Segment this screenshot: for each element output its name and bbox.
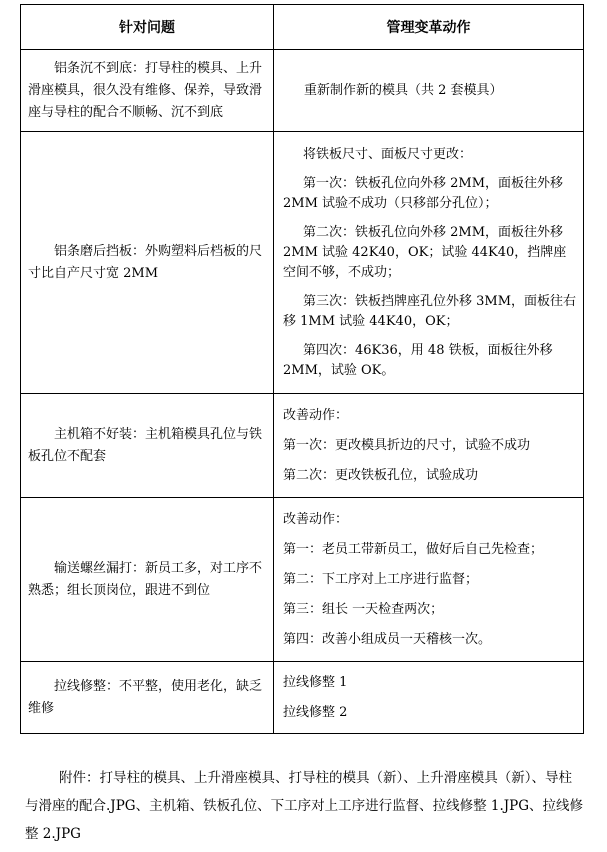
action-cell (274, 498, 584, 662)
problem-cell (21, 662, 274, 734)
table-row (21, 394, 584, 498)
action-line: 第二次：铁板孔位向外移 2MM，面板往外移 2MM 试验 42K40，OK；试验 44K40，挡牌座空间不够，不成功； (283, 224, 567, 280)
action-line: 拉线修整 1 (283, 674, 348, 690)
action-line: 第二：下工序对上工序进行监督； (283, 571, 479, 587)
problem-text: 主机箱不好装：主机箱模具孔位与铁板孔位不配套 (28, 426, 263, 464)
action-line: 第三次：铁板挡牌座孔位外移 3MM，面板往右移 1MM 试验 44K40，OK； (283, 293, 577, 329)
action-line: 将铁板尺寸、面板尺寸更改： (303, 146, 473, 162)
action-line: 第四：改善小组成员一天稽核一次。 (283, 631, 492, 647)
action-line: 第一次：更改模具折边的尺寸，试验不成功 (283, 437, 531, 453)
action-line: 第一：老员工带新员工，做好后自己先检查； (283, 541, 544, 557)
action-cell (274, 132, 584, 394)
header-action: 管理变革动作 (274, 5, 584, 50)
problem-cell (21, 50, 274, 132)
attachment-note (25, 764, 585, 848)
action-line: 第二次：更改铁板孔位，试验成功 (283, 467, 479, 483)
attachment-text: 附件：打导柱的模具、上升滑座模具、打导柱的模具（新）、上升滑座模具（新）、导柱与滑座的配合.JPG、主机箱、铁板孔位、下工序对上工序进行监督、拉线修整 1.JPG、拉线修整 2.JPG (25, 770, 584, 842)
problem-cell (21, 498, 274, 662)
action-line: 第一次：铁板孔位向外移 2MM，面板往外移 2MM 试验不成功（只移部分孔位）； (283, 175, 564, 211)
problem-text: 输送螺丝漏打：新员工多，对工序不熟悉；组长顶岗位，跟进不到位 (28, 560, 263, 598)
improvement-table (20, 4, 584, 734)
action-cell (274, 50, 584, 132)
table-row (21, 498, 584, 662)
table-row (21, 662, 584, 734)
header-problem: 针对问题 (21, 5, 274, 50)
problem-text: 铝条磨后挡板：外购塑料后档板的尺寸比自产尺寸宽 2MM (28, 243, 263, 281)
action-cell (274, 394, 584, 498)
problem-text: 铝条沉不到底：打导柱的模具、上升滑座模具，很久没有维修、保养，导致滑座与导柱的配合不顺畅、沉不到底 (28, 60, 263, 120)
action-line: 拉线修整 2 (283, 704, 348, 720)
problem-text: 拉线修整：不平整，使用老化，缺乏维修 (28, 678, 263, 716)
problem-cell (21, 394, 274, 498)
problem-cell (21, 132, 274, 394)
action-line: 第三：组长 一天检查两次； (283, 601, 444, 617)
table-row (21, 132, 584, 394)
action-cell (274, 662, 584, 734)
action-line: 第四次：46K36，用 48 铁板，面板往外移 2MM，试验 OK。 (283, 342, 553, 378)
table-header-row (21, 5, 584, 50)
action-line: 重新制作新的模具（共 2 套模具） (304, 82, 503, 98)
action-line: 改善动作： (283, 511, 349, 527)
table-row (21, 50, 584, 132)
action-line: 改善动作： (283, 407, 349, 423)
